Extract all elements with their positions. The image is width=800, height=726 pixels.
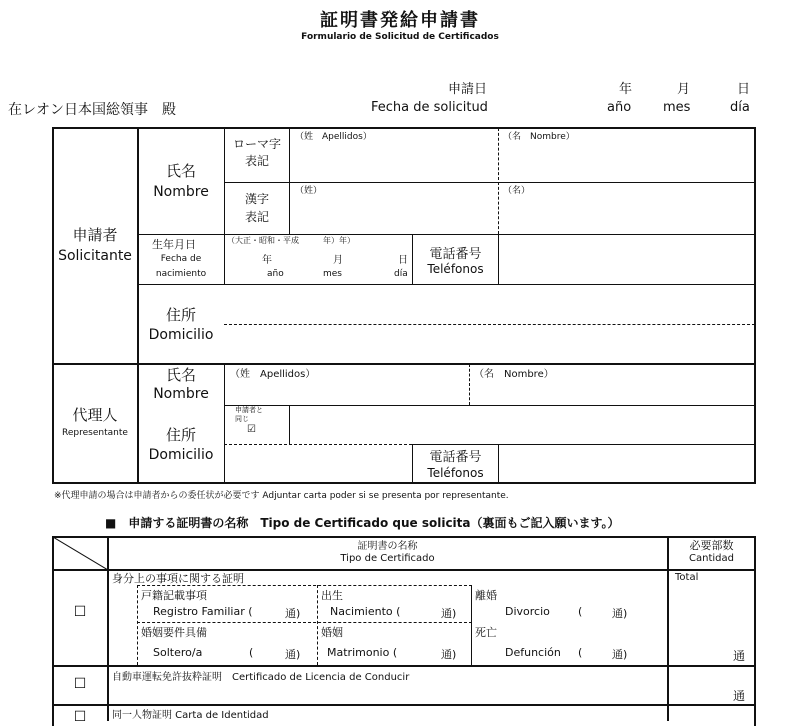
total-label: Total <box>675 572 699 583</box>
address-field[interactable] <box>225 285 754 362</box>
civil-status-quantity-field[interactable] <box>669 586 754 644</box>
month-ja: 月 <box>677 82 691 97</box>
birth-cert-tsu: 通) <box>441 607 457 620</box>
death-tsu: 通) <box>612 648 628 661</box>
kanji-label: 漢字 表記 <box>244 192 269 224</box>
koseki-label-es: Registro Familiar ( <box>153 605 253 618</box>
koseki-label-ja: 戸籍記載事項 <box>141 589 207 602</box>
divorce-label-es: Divorcio <box>505 605 550 618</box>
marriage-tsu: 通) <box>441 648 457 661</box>
identity-checkbox[interactable]: ☐ <box>73 709 87 725</box>
surname-romaji-field[interactable] <box>290 142 497 181</box>
death-paren: ( <box>578 646 583 659</box>
rep-address-ja: 住所 <box>165 426 196 444</box>
surname-romaji-hint: （姓 Apellidos） <box>295 132 372 142</box>
same-as-applicant-checkbox[interactable]: ☑ <box>247 424 256 435</box>
birth-cert-label-ja: 出生 <box>321 589 343 602</box>
form-title: 証明書発給申請書 <box>320 10 480 31</box>
single-tsu: 通) <box>285 648 301 661</box>
era-hint: （大正・昭和・平成 年）年） <box>227 236 355 245</box>
rep-phone-label-ja: 電話番号 <box>429 450 482 465</box>
rep-section-ja: 代理人 <box>72 406 118 424</box>
rep-name-ja: 氏名 <box>165 366 196 384</box>
divorce-tsu: 通) <box>612 607 628 620</box>
rep-surname-field[interactable] <box>225 378 468 404</box>
phone-label-es: Teléfonos <box>427 262 484 276</box>
license-title: 自動車運転免許抜粋証明 Certificado de Licencia de Conducir <box>112 672 410 683</box>
license-tsu: 通 <box>733 689 746 703</box>
applicant-section-ja: 申請者 <box>72 226 118 244</box>
cert-header-qty-es: Cantidad <box>689 553 734 564</box>
rep-name-es: Nombre <box>153 386 209 402</box>
applicant-section-es: Solicitante <box>58 248 132 264</box>
birth-day-ja: 日 <box>398 255 408 266</box>
birth-label-es-2: nacimiento <box>155 269 207 279</box>
divorce-paren: ( <box>578 605 583 618</box>
given-romaji-hint: （名 Nombre） <box>503 132 575 142</box>
applicant-name-ja: 氏名 <box>165 162 196 180</box>
birth-year-es: año <box>267 269 284 279</box>
rep-address-es: Domicilio <box>148 447 214 463</box>
surname-kanji-hint: （姓） <box>295 186 323 196</box>
given-kanji-hint: （名） <box>503 186 531 196</box>
birth-label-ja: 生年月日 <box>152 238 196 251</box>
applicant-name-es: Nombre <box>153 184 209 200</box>
surname-kanji-field[interactable] <box>290 196 497 233</box>
identity-title: 同一人物証明 Carta de Identidad <box>112 710 269 721</box>
rep-surname-hint: （姓 Apellidos） <box>230 369 316 380</box>
birth-label-es-1: Fecha de <box>160 254 202 264</box>
koseki-tsu: 通) <box>285 607 301 620</box>
same-as-applicant-label: 申請者と 同じ <box>235 406 263 423</box>
cert-header-name-ja: 証明書の名称 <box>357 541 418 552</box>
divorce-label-ja: 離婚 <box>475 589 497 602</box>
rep-given-hint: （名 Nombre） <box>474 369 554 380</box>
cert-header-qty-ja: 必要部数 <box>689 539 734 552</box>
birth-month-ja: 月 <box>333 255 343 266</box>
license-checkbox[interactable]: ☐ <box>73 676 87 692</box>
header-diagonal <box>53 537 108 570</box>
day-es: día <box>730 100 750 115</box>
year-ja: 年 <box>619 82 633 97</box>
single-label-es: Soltero/a <box>153 646 203 659</box>
single-label-ja: 婚姻要件具備 <box>141 626 207 639</box>
rep-phone-label-es: Teléfonos <box>427 466 484 480</box>
birth-year-ja: 年 <box>262 255 272 266</box>
phone-label-ja: 電話番号 <box>429 247 482 262</box>
birth-month-es: mes <box>323 269 342 279</box>
marriage-label-es: Matrimonio ( <box>327 646 398 659</box>
civil-status-checkbox[interactable]: ☐ <box>73 604 87 620</box>
year-es: año <box>607 100 632 115</box>
birth-date-field[interactable] <box>225 246 411 283</box>
rep-given-field[interactable] <box>470 378 754 404</box>
day-ja: 日 <box>737 82 751 97</box>
rep-address-field[interactable] <box>290 406 754 443</box>
given-romaji-field[interactable] <box>499 142 754 181</box>
romaji-label: ローマ字 表記 <box>232 137 281 168</box>
license-quantity-field[interactable] <box>669 667 754 685</box>
form-subtitle: Formulario de Solicitud de Certificados <box>301 32 499 42</box>
civil-status-total-tsu: 通 <box>733 649 746 663</box>
death-label-es: Defunción <box>505 646 561 659</box>
date-label-ja: 申請日 <box>448 82 488 97</box>
birth-cert-label-es: Nacimiento ( <box>330 605 401 618</box>
cert-header-name-es: Tipo de Certificado <box>340 553 435 564</box>
single-paren: ( <box>249 646 254 659</box>
given-kanji-field[interactable] <box>499 196 754 233</box>
civil-status-title: 身分上の事項に関する証明 <box>112 572 244 585</box>
address-label-ja: 住所 <box>165 306 196 324</box>
rep-section-es: Representante <box>62 428 128 438</box>
death-label-ja: 死亡 <box>475 626 497 639</box>
cert-section-heading: ■ 申請する証明書の名称 Tipo de Certificado que solicita（裏面もご記入願います。） <box>105 516 620 530</box>
rep-phone-field[interactable] <box>499 445 754 482</box>
phone-field[interactable] <box>499 235 754 283</box>
address-label-es: Domicilio <box>148 327 214 343</box>
marriage-label-ja: 婚姻 <box>321 626 343 639</box>
addressee: 在レオン日本国総領事 殿 <box>8 102 176 118</box>
date-label-es: Fecha de solicitud <box>371 100 488 115</box>
month-es: mes <box>663 100 691 115</box>
proxy-note: ※代理申請の場合は申請者からの委任状が必要です Adjuntar carta poder si se presenta por representante. <box>54 491 509 501</box>
birth-day-es: día <box>394 269 408 279</box>
